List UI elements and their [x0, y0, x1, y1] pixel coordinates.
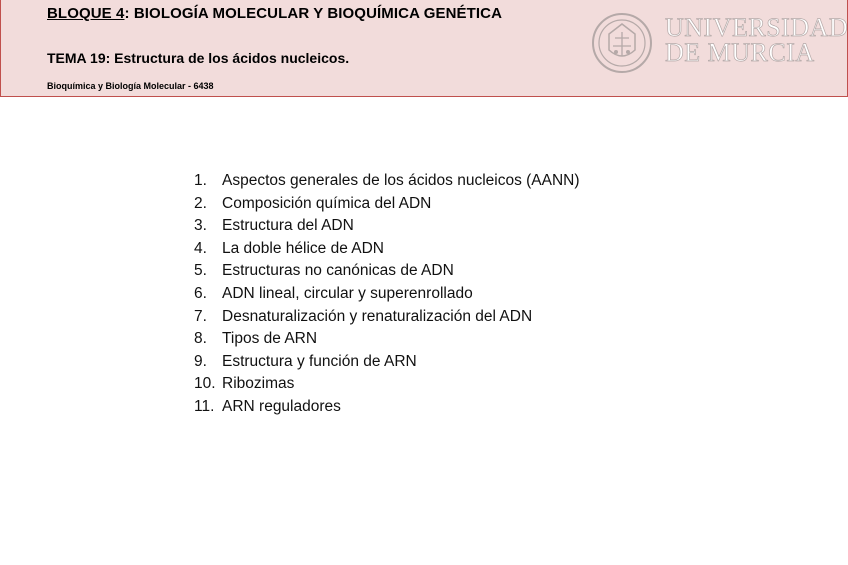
item-number: 8.: [194, 330, 207, 348]
list-item: [194, 215, 580, 238]
item-number: 5.: [194, 262, 207, 280]
list-item: [194, 170, 580, 193]
list-item: [194, 328, 580, 351]
item-number: 11.: [194, 397, 215, 415]
tema-title: TEMA 19: Estructura de los ácidos nucleicos.: [47, 50, 350, 66]
university-seal-icon: [591, 12, 653, 74]
item-number: 10.: [194, 375, 216, 393]
item-number: 6.: [194, 284, 207, 302]
list-item: [194, 396, 580, 419]
item-number: 4.: [194, 239, 207, 257]
list-item: [194, 351, 580, 374]
list-item: [194, 260, 580, 283]
bloque-label: BLOQUE 4: [47, 5, 125, 22]
list-item: [194, 306, 580, 329]
item-number: 9.: [194, 352, 207, 370]
item-number: 3.: [194, 217, 207, 235]
list-item: [194, 238, 580, 261]
course-subtitle: Bioquímica y Biología Molecular - 6438: [47, 81, 214, 91]
item-number: 2.: [194, 194, 207, 212]
university-line-1: UNIVERSIDAD: [665, 13, 848, 42]
item-text: ADN lineal, circular y superenrollado: [222, 284, 473, 302]
contents-list: [194, 170, 580, 419]
university-line-2: DE MURCIA: [665, 38, 815, 67]
item-number: 1.: [194, 172, 207, 189]
item-text: Ribozimas: [222, 375, 295, 393]
list-item: [194, 373, 580, 396]
slide-header: [0, 0, 848, 97]
item-text: Composición química del ADN: [222, 194, 432, 212]
item-text: Aspectos generales de los ácidos nucleicos (AANN): [222, 172, 580, 189]
item-text: Estructuras no canónicas de ADN: [222, 262, 454, 280]
list-item: [194, 283, 580, 306]
item-text: Desnaturalización y renaturalización del ADN: [222, 307, 533, 325]
item-text: La doble hélice de ADN: [222, 239, 385, 257]
item-number: 7.: [194, 307, 207, 325]
list-item: [194, 193, 580, 216]
item-text: ARN reguladores: [222, 397, 341, 415]
bloque-title: [47, 5, 502, 22]
university-wordmark: [665, 15, 848, 65]
item-text: Estructura y función de ARN: [222, 352, 417, 370]
item-text: Tipos de ARN: [222, 330, 318, 348]
bloque-subtitle: : BIOLOGÍA MOLECULAR Y BIOQUÍMICA GENÉTICA: [124, 5, 503, 22]
item-text: Estructura del ADN: [222, 217, 354, 235]
